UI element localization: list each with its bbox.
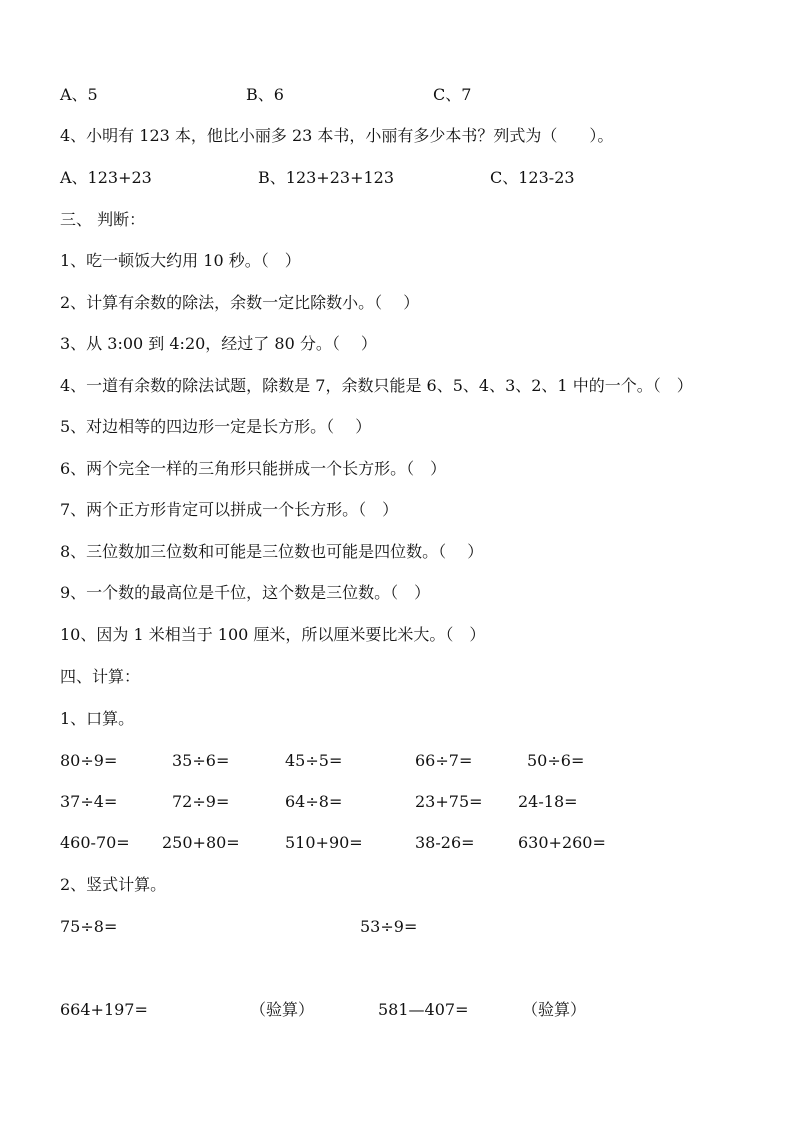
- oral-calc-item: 24-18=: [518, 792, 578, 811]
- oral-calc-item: 630+260=: [518, 833, 606, 852]
- oral-calc-title: 1、口算。: [60, 709, 135, 728]
- oral-calc-item: 510+90=: [285, 833, 363, 852]
- q4-option-c: C、123-23: [490, 168, 575, 187]
- judge-item: 8、三位数加三位数和可能是三位数也可能是四位数。（ ）: [60, 542, 484, 561]
- judge-item: 6、两个完全一样的三角形只能拼成一个长方形。（ ）: [60, 459, 447, 478]
- vertical-calc-item: 581—407=: [378, 1000, 469, 1019]
- oral-calc-item: 460-70=: [60, 833, 130, 852]
- q3-option-c: C、7: [433, 85, 472, 104]
- oral-calc-item: 80÷9=: [60, 751, 118, 770]
- judge-item: 5、对边相等的四边形一定是长方形。（ ）: [60, 417, 372, 436]
- judge-item: 2、计算有余数的除法，余数一定比除数小。（ ）: [60, 293, 420, 312]
- oral-calc-item: 66÷7=: [415, 751, 473, 770]
- oral-calc-item: 38-26=: [415, 833, 475, 852]
- q4-option-a: A、123+23: [60, 168, 152, 187]
- check-label: （验算）: [250, 1000, 315, 1019]
- vertical-calc-title: 2、竖式计算。: [60, 875, 167, 894]
- judge-item: 3、从 3:00 到 4:20，经过了 80 分。（ ）: [60, 334, 377, 353]
- judge-item: 9、一个数的最高位是千位，这个数是三位数。（ ）: [60, 583, 431, 602]
- oral-calc-item: 50÷6=: [527, 751, 585, 770]
- section4-title: 四、计算：: [60, 667, 141, 686]
- oral-calc-item: 250+80=: [162, 833, 240, 852]
- oral-calc-item: 72÷9=: [172, 792, 230, 811]
- q4-question: 4、小明有 123 本，他比小丽多 23 本书，小丽有多少本书？列式为（ ）。: [60, 126, 614, 145]
- q3-option-a: A、5: [60, 85, 98, 104]
- section3-title: 三、 判断：: [60, 210, 146, 229]
- judge-item: 1、吃一顿饭大约用 10 秒。（ ）: [60, 251, 301, 270]
- judge-item: 4、一道有余数的除法试题，除数是 7，余数只能是 6、5、4、3、2、1 中的一个。（ ）: [60, 376, 693, 395]
- q4-option-b: B、123+23+123: [258, 168, 395, 187]
- oral-calc-item: 35÷6=: [172, 751, 230, 770]
- oral-calc-item: 37÷4=: [60, 792, 118, 811]
- oral-calc-item: 23+75=: [415, 792, 483, 811]
- oral-calc-item: 64÷8=: [285, 792, 343, 811]
- check-label: （验算）: [522, 1000, 587, 1019]
- vertical-calc-item: 664+197=: [60, 1000, 148, 1019]
- judge-item: 7、两个正方形肯定可以拼成一个长方形。（ ）: [60, 500, 399, 519]
- judge-item: 10、因为 1 米相当于 100 厘米，所以厘米要比米大。（ ）: [60, 625, 486, 644]
- oral-calc-item: 45÷5=: [285, 751, 343, 770]
- q3-option-b: B、6: [246, 85, 284, 104]
- vertical-calc-item: 53÷9=: [360, 917, 418, 936]
- vertical-calc-item: 75÷8=: [60, 917, 118, 936]
